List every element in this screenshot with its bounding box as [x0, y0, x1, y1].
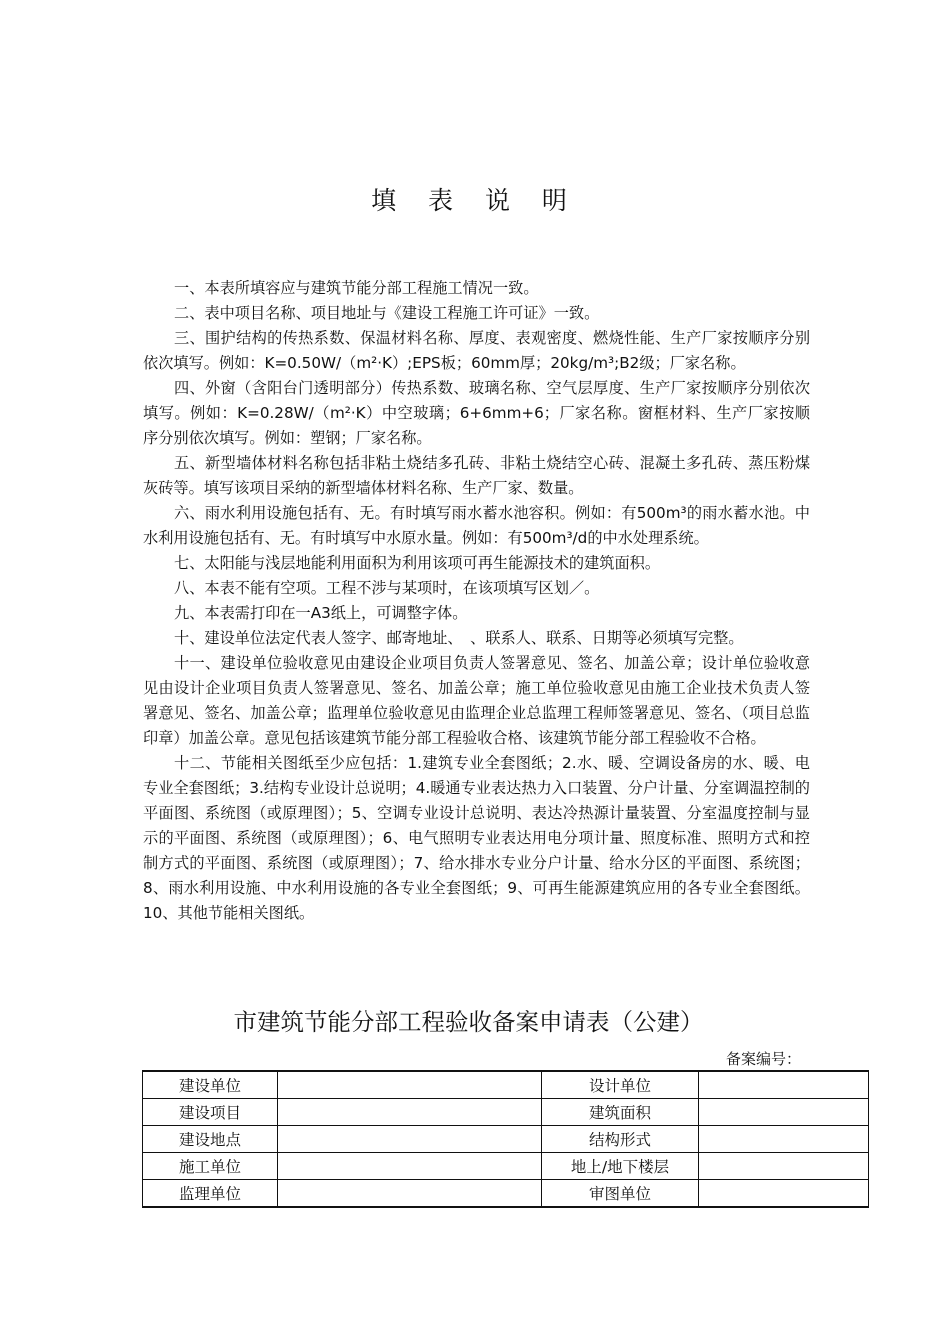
construction-unit-label: 建设单位	[143, 1071, 278, 1099]
contractor-field[interactable]	[278, 1153, 542, 1180]
record-number-label: 备案编号：	[726, 1050, 802, 1068]
table-row	[143, 1180, 869, 1208]
table-row	[143, 1071, 869, 1099]
table-row	[143, 1099, 869, 1126]
building-area-label: 建筑面积	[542, 1099, 699, 1126]
instruction-item-7: 七、太阳能与浅层地能利用面积为利用该项可再生能源技术的建筑面积。	[174, 554, 660, 572]
project-label: 建设项目	[143, 1099, 278, 1126]
location-field[interactable]	[278, 1126, 542, 1153]
building-area-field[interactable]	[699, 1099, 869, 1126]
drawing-review-unit-label: 审图单位	[542, 1180, 699, 1208]
project-field[interactable]	[278, 1099, 542, 1126]
table-row	[143, 1126, 869, 1153]
contractor-label: 施工单位	[143, 1153, 278, 1180]
instruction-item-2: 二、表中项目名称、项目地址与《建设工程施工许可证》一致。	[174, 304, 600, 322]
instruction-item-6: 六、雨水利用设施包括有、无。有时填写雨水蓄水池容积。例如：有500m³的雨水蓄水池。中水利用设施包括有、无。有时填写中水原水量。例如：有500m³/d的中水处理系统。	[143, 504, 810, 547]
drawing-review-unit-field[interactable]	[699, 1180, 869, 1208]
instruction-item-4: 四、外窗（含阳台门透明部分）传热系数、玻璃名称、空气层厚度、生产厂家按顺序分别依次填写。例如：K=0.28W/（m²·K）中空玻璃；6+6mm+6；厂家名称。窗框材料、生产厂家按顺序分别依次填写。例如：塑钢；厂家名称。	[143, 379, 810, 447]
table-row	[143, 1153, 869, 1180]
supervision-unit-field[interactable]	[278, 1180, 542, 1208]
instruction-item-12: 十二、节能相关图纸至少应包括：1.建筑专业全套图纸；2.水、暖、空调设备房的水、暖、电专业全套图纸；3.结构专业设计总说明；4.暖通专业表达热力入口装置、分户计量、分室调温控制的平面图、系统图（或原理图）；5、空调专业设计总说明、表达冷热源计量装置、分室温度控制与显示的平面图、系统图（或原理图）；6、电气照明专业表达用电分项计量、照度标准、照明方式和控制方式的平面图、系统图（或原理图）；7、给水排水专业分户计量、给水分区的平面图、系统图；8、雨水利用设施、中水利用设施的各专业全套图纸；9、可再生能源建筑应用的各专业全套图纸。10、其他节能相关图纸。	[143, 754, 810, 922]
design-unit-label: 设计单位	[542, 1071, 699, 1099]
structure-type-label: 结构形式	[542, 1126, 699, 1153]
floors-field[interactable]	[699, 1153, 869, 1180]
instruction-item-1: 一、本表所填容应与建筑节能分部工程施工情况一致。	[174, 279, 539, 297]
instruction-item-11: 十一、建设单位验收意见由建设企业项目负责人签署意见、签名、加盖公章；设计单位验收意见由设计企业项目负责人签署意见、签名、加盖公章；施工单位验收意见由施工企业技术负责人签署意见、签名、加盖公章；监理单位验收意见由监理企业总监理工程师签署意见、签名、（项目总监印章）加盖公章。意见包括该建筑节能分部工程验收合格、该建筑节能分部工程验收不合格。	[143, 654, 810, 747]
location-label: 建设地点	[143, 1126, 278, 1153]
instruction-item-3: 三、围护结构的传热系数、保温材料名称、厚度、表观密度、燃烧性能、生产厂家按顺序分别依次填写。例如：K=0.50W/（m²·K）;EPS板；60mm厚；20kg/m³;B2级；厂家名称。	[143, 329, 810, 372]
construction-unit-field[interactable]	[278, 1071, 542, 1099]
form-title: 市建筑节能分部工程验收备案申请表（公建）	[233, 1008, 704, 1036]
instruction-item-10: 十、建设单位法定代表人签字、邮寄地址、 、联系人、联系、日期等必须填写完整。	[174, 629, 744, 647]
instruction-item-5: 五、新型墙体材料名称包括非粘土烧结多孔砖、非粘土烧结空心砖、混凝土多孔砖、蒸压粉煤灰砖等。填写该项目采纳的新型墙体材料名称、生产厂家、数量。	[143, 454, 810, 497]
instruction-item-9: 九、本表需打印在一A3纸上，可调整字体。	[174, 604, 468, 622]
floors-label: 地上/地下楼层	[542, 1153, 699, 1180]
instructions-title: 填 表 说 明	[371, 186, 579, 215]
structure-type-field[interactable]	[699, 1126, 869, 1153]
application-form-table	[142, 1070, 869, 1208]
instruction-item-8: 八、本表不能有空项。工程不涉与某项时，在该项填写区划／。	[174, 579, 600, 597]
design-unit-field[interactable]	[699, 1071, 869, 1099]
instructions-list	[143, 276, 810, 926]
supervision-unit-label: 监理单位	[143, 1180, 278, 1208]
